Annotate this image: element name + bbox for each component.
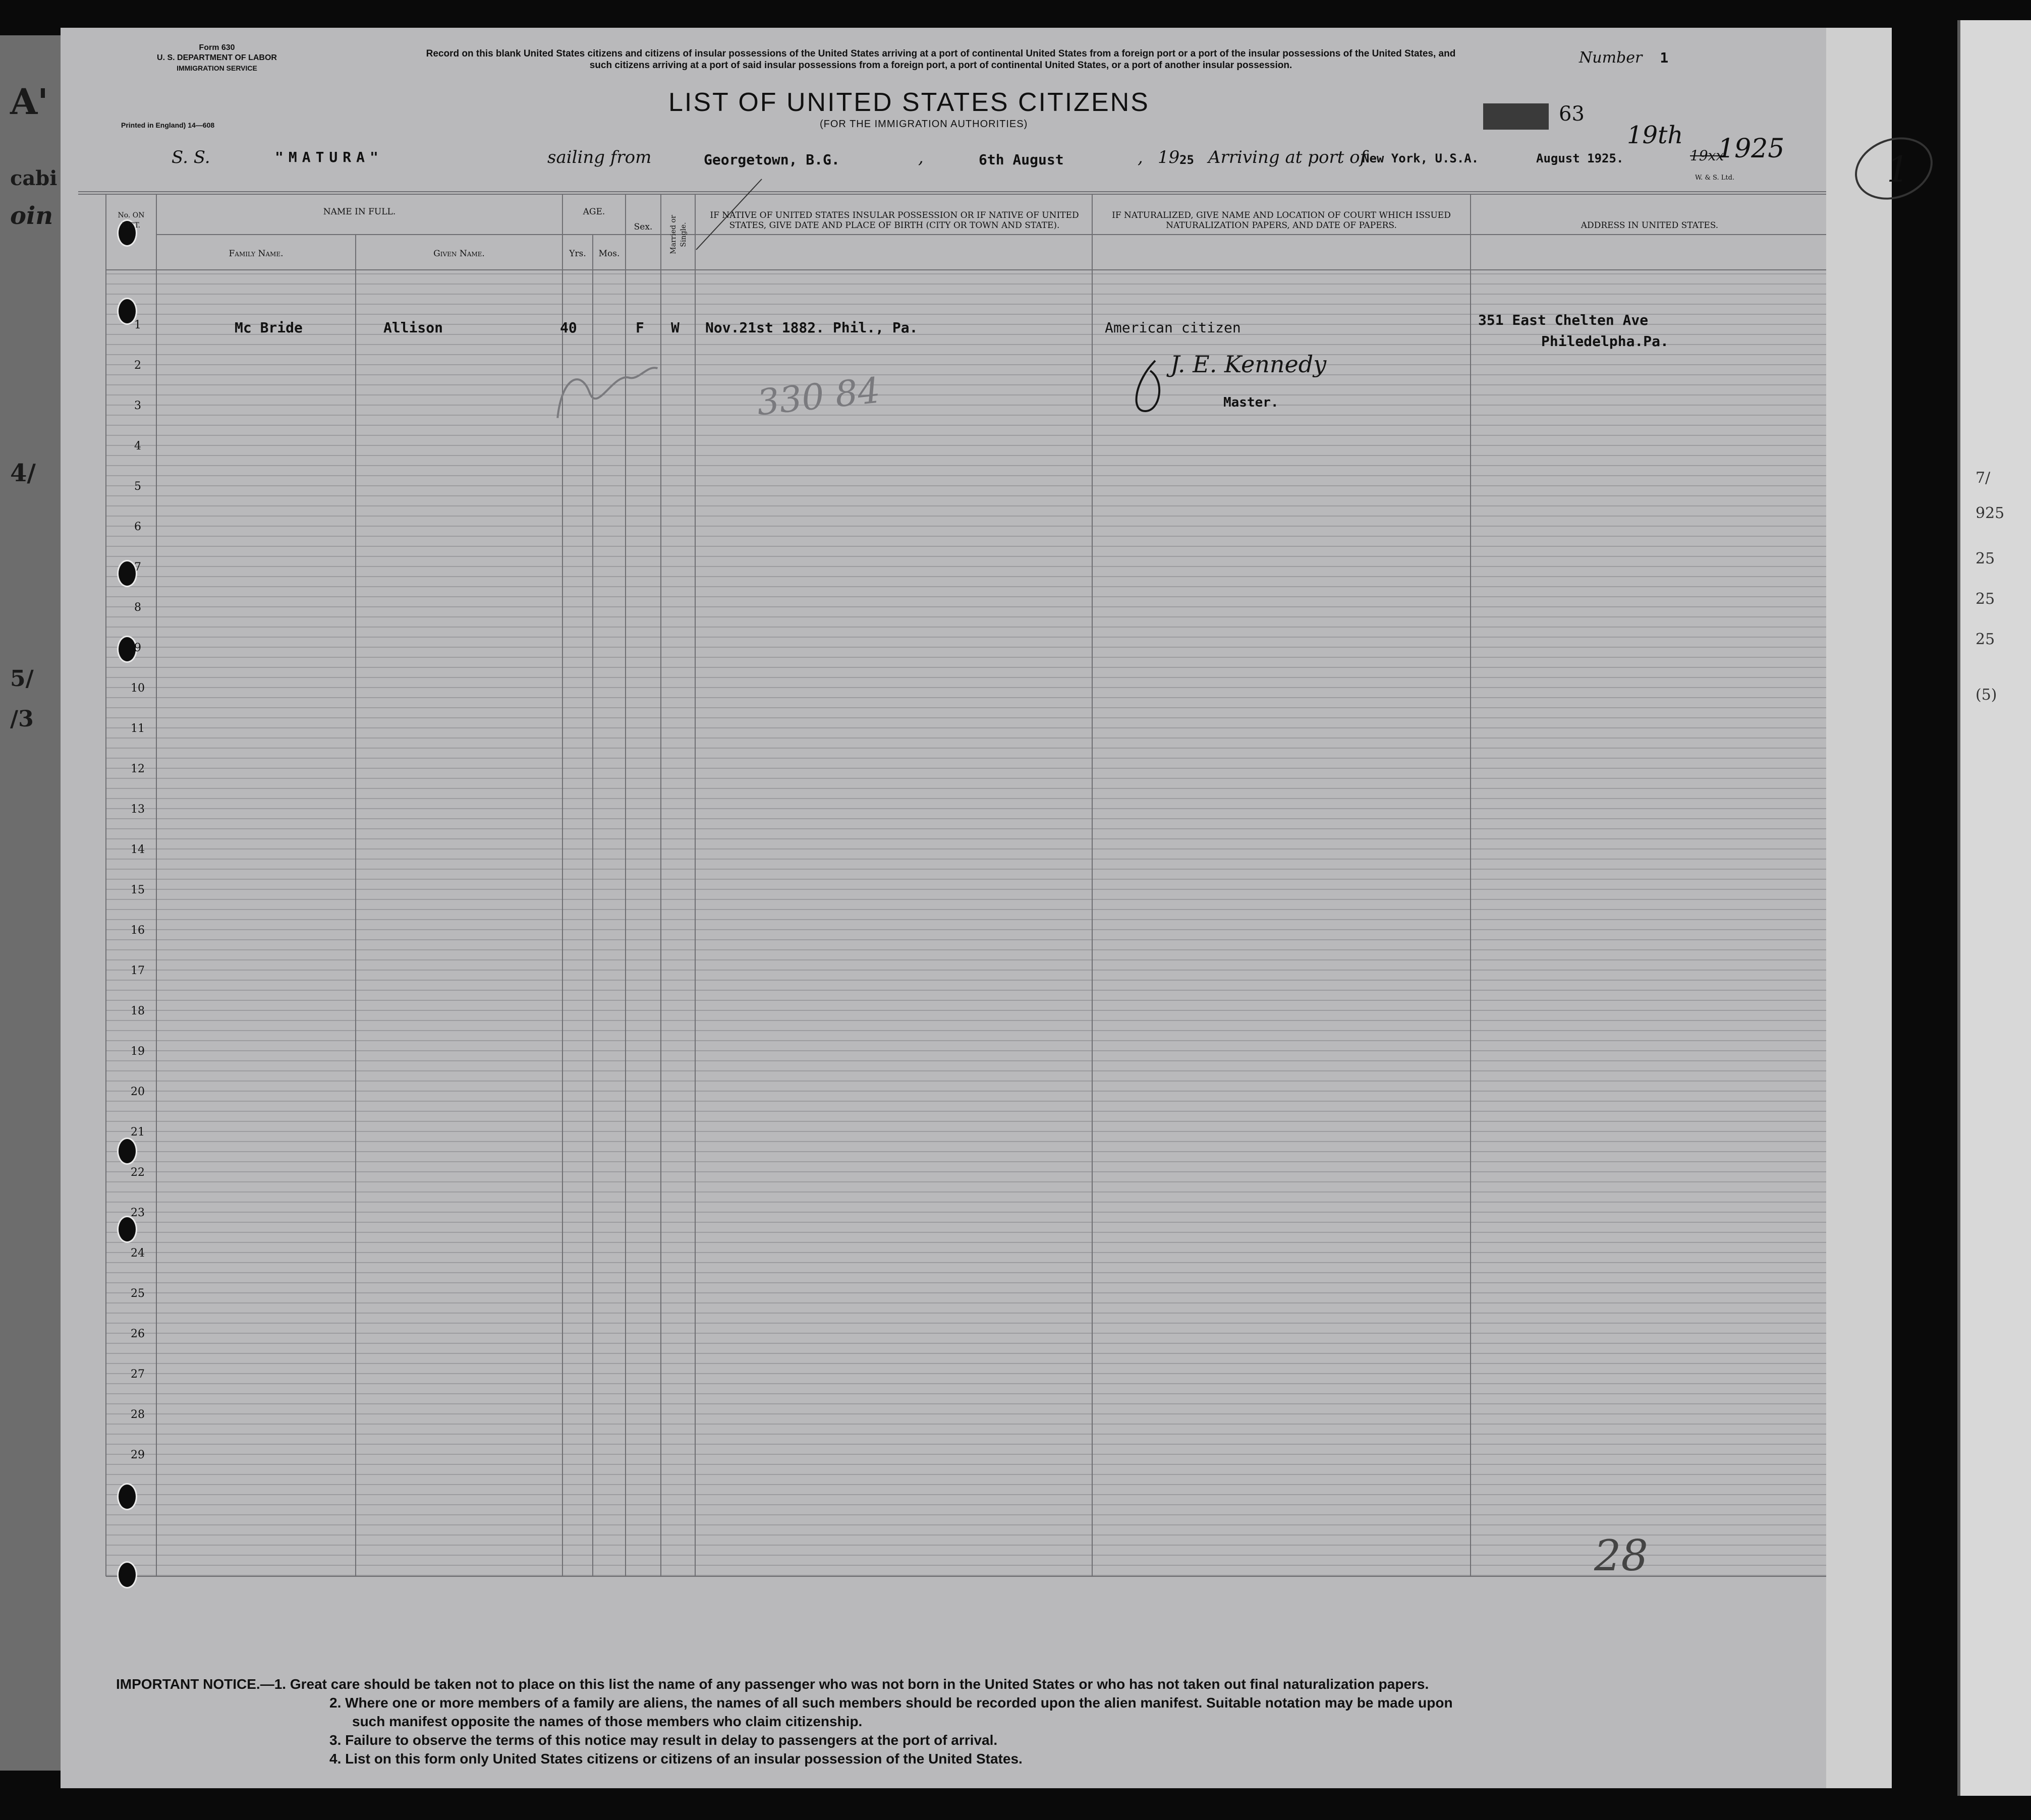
arrival-date: August 1925. [1536, 151, 1624, 165]
notice-item-3: 3. Failure to observe the terms of this notice may result in delay to passengers at the port of arrival. [329, 1732, 998, 1748]
ship-name: "MATURA" [275, 149, 383, 165]
right-fragment: 25 [1976, 631, 1995, 648]
col-naturalized-header: IF NATURALIZED, GIVE NAME AND LOCATION OF COURT WHICH ISSUED NATURALIZATION PAPERS, AND DATE OF PAPERS. [1112, 210, 1451, 231]
entry-naturalized: American citizen [1105, 319, 1241, 336]
row-number: 22 [131, 1166, 145, 1179]
entry-age: 40 [560, 319, 577, 336]
row-number: 19 [131, 1045, 145, 1058]
punch-hole [117, 1216, 137, 1243]
col-given-header: Given Name. [433, 249, 485, 259]
entry-family-name: Mc Bride [235, 319, 303, 336]
row-number: 14 [131, 843, 145, 856]
page-number: 28 [1594, 1531, 1648, 1580]
row-number: 24 [131, 1247, 145, 1260]
entry-address-line2: Philedelpha.Pa. [1541, 333, 1669, 350]
row-number: 7 [134, 561, 141, 574]
row-number: 17 [131, 964, 145, 977]
arrival-port: New York, U.S.A. [1362, 151, 1479, 165]
handwritten-day: 19th [1627, 121, 1683, 149]
row-number: 27 [131, 1368, 145, 1381]
page-subtitle: (FOR THE IMMIGRATION AUTHORITIES) [820, 119, 1028, 130]
form-id-block [151, 43, 283, 73]
signature-flourish [1125, 351, 1170, 421]
row-number: 13 [131, 803, 145, 816]
row-number: 26 [131, 1328, 145, 1340]
sailing-date: 6th August [979, 151, 1064, 168]
corner-mark: 1 [1887, 149, 1909, 190]
comma: , [918, 147, 924, 167]
printed-year: 19xx [1690, 147, 1724, 164]
row-number: 25 [131, 1287, 145, 1300]
number-field [1579, 49, 1668, 67]
signature-title: Master. [1223, 395, 1279, 410]
right-fragment: 25 [1976, 590, 1995, 608]
number-label: Number [1579, 49, 1643, 67]
row-number: 3 [134, 400, 141, 412]
right-adjacent-pages [1957, 20, 2031, 1796]
row-number: 2 [134, 359, 141, 372]
signature-text: J. E. Kennedy [1170, 351, 1327, 378]
row-number: 6 [134, 521, 141, 533]
row-number: 15 [131, 884, 145, 896]
entry-given-name: Allison [383, 319, 443, 336]
number-value: 1 [1660, 49, 1669, 66]
stamp-box [1483, 103, 1549, 130]
notice-label: IMPORTANT NOTICE.— [116, 1676, 274, 1692]
row-number: 9 [134, 642, 141, 654]
left-fragment: 5/ [10, 666, 34, 692]
entry-status: W [671, 319, 680, 336]
captain-signature [1125, 351, 1170, 423]
manifest-sheet [61, 28, 1909, 1788]
table-grid [61, 28, 1892, 1788]
row-number: 18 [131, 1005, 145, 1017]
row-number: 29 [131, 1449, 145, 1461]
year-suffix: 25 [1179, 153, 1194, 167]
service-name: IMMIGRATION SERVICE [177, 64, 257, 72]
printer-mark: W. & S. Ltd. [1695, 174, 1735, 182]
col-age-header: AGE. [583, 207, 605, 217]
col-sex-header: Sex. [634, 222, 653, 232]
comma: , [1138, 147, 1143, 167]
col-address-header: ADDRESS IN UNITED STATES. [1581, 220, 1719, 231]
left-fragment: A' [10, 81, 48, 123]
left-fragment: 4/ [10, 459, 36, 487]
col-mos-header: Mos. [598, 249, 620, 259]
row-number: 20 [131, 1086, 145, 1098]
important-notice [116, 1675, 1453, 1768]
right-fragment: 25 [1976, 550, 1995, 567]
col-no-header: No. ON LIST. [118, 211, 145, 230]
row-number: 23 [131, 1207, 145, 1219]
row-number: 28 [131, 1408, 145, 1421]
left-fragment: oin [10, 202, 53, 230]
right-fragment: (5) [1976, 686, 1997, 704]
department-name: U. S. DEPARTMENT OF LABOR [157, 53, 277, 62]
row-number: 8 [134, 601, 141, 614]
notice-item-1: IMPORTANT NOTICE.—1. Great care should be taken not to place on this list the name of any passenger who was not born in the United States or who has not taken out final naturalization papers. [116, 1676, 1429, 1692]
col-married-header: Married or Single. [669, 215, 688, 254]
row-number: 1 [134, 319, 141, 331]
left-fragment: cabi [10, 166, 58, 190]
left-fragment: /3 [10, 706, 34, 732]
arriving-label: Arriving at port of [1208, 147, 1367, 167]
printed-note: Printed in England) 14—608 [121, 121, 215, 129]
entry-sex: F [636, 319, 644, 336]
notice-item-2: 2. Where one or more members of a family are aliens, the names of all such members should be recorded upon the alien manifest. Suitable notation may be made upon [329, 1695, 1453, 1711]
entry-address-line1: 351 East Chelten Ave [1478, 312, 1649, 328]
year-prefix: 19 [1158, 147, 1180, 167]
origin-port: Georgetown, B.G. [704, 151, 840, 168]
handwritten-year: 1925 [1718, 134, 1785, 164]
record-instructions: Record on this blank United States citizens and citizens of insular possessions of the United States arriving at a port of continental United States from a foreign port or a port of the insular possessions of the United States, and such citizens arriving at a port of said insular possessions from a foreign port, a port of continental United States, or a port of another insular possession. [426, 48, 1456, 71]
row-number: 5 [134, 480, 141, 493]
row-number: 4 [134, 440, 141, 452]
sailing-label: sailing from [547, 147, 652, 167]
entry-birth: Nov.21st 1882. Phil., Pa. [705, 319, 918, 336]
col-name-header: NAME IN FULL. [323, 207, 396, 217]
col-yrs-header: Yrs. [569, 249, 586, 259]
col-native-header: IF NATIVE OF UNITED STATES INSULAR POSSESSION OR IF NATIVE OF UNITED STATES, GIVE DATE AND PLACE OF BIRTH (CITY OR TOWN AND STATE). [710, 210, 1079, 231]
ss-label: S. S. [172, 147, 210, 167]
notice-item-2-cont: such manifest opposite the names of those members who claim citizenship. [352, 1714, 863, 1729]
pencil-mark: 330 84 [755, 369, 882, 424]
row-number: 16 [131, 924, 145, 937]
right-fragment: 925 [1976, 504, 2005, 522]
notice-item-4: 4. List on this form only United States citizens or citizens of an insular possession of the United States. [329, 1751, 1023, 1767]
right-fragment: 7/ [1976, 469, 1991, 487]
punch-hole [117, 1483, 137, 1510]
col-family-header: Family Name. [229, 249, 284, 259]
row-number: 11 [131, 722, 145, 735]
row-number: 21 [131, 1126, 145, 1139]
punch-hole [117, 1138, 137, 1165]
row-number: 10 [131, 682, 145, 695]
page-title: LIST OF UNITED STATES CITIZENS [668, 88, 1150, 117]
row-number: 12 [131, 763, 145, 775]
form-number: Form 630 [199, 43, 235, 52]
punch-hole [117, 1561, 137, 1588]
stamp-number: 63 [1559, 102, 1585, 126]
